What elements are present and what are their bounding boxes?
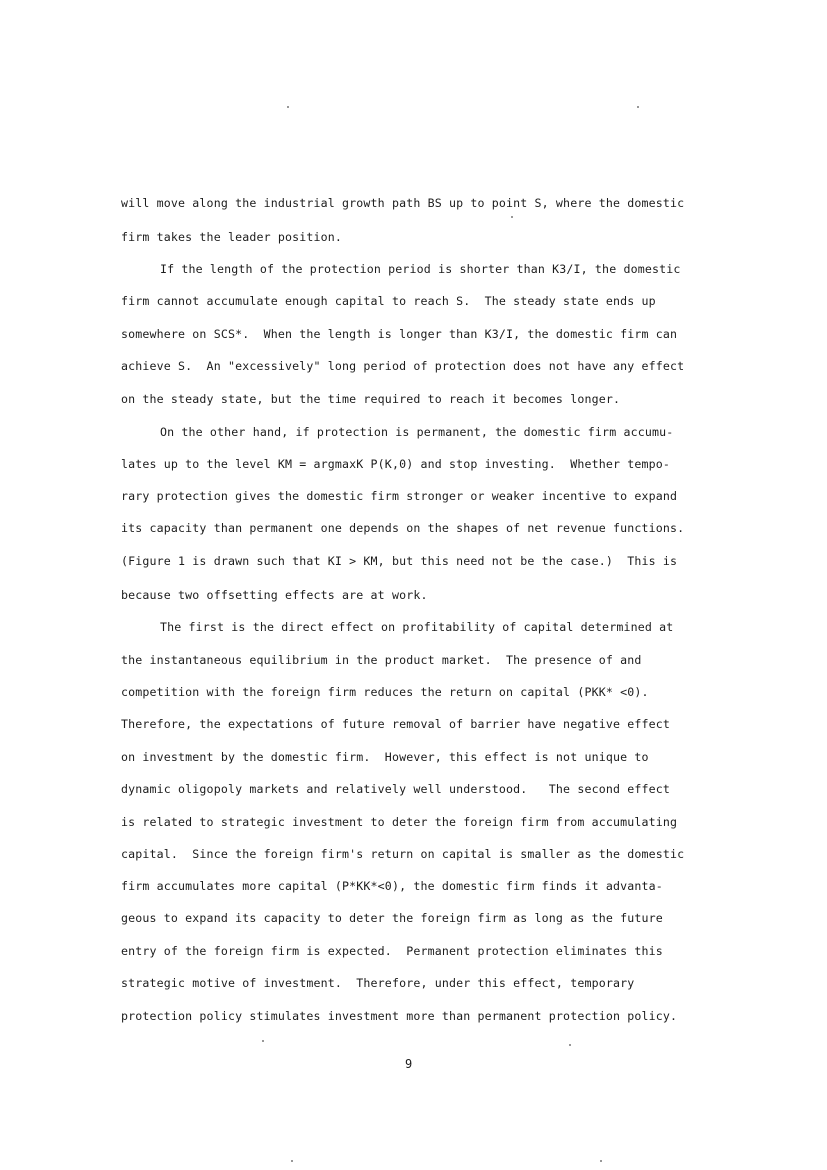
scan-speck [511, 216, 513, 218]
page-number: 9 [405, 1057, 413, 1071]
text-line: geous to expand its capacity to deter the foreign firm as long as the future [121, 911, 663, 925]
scan-speck [600, 1160, 602, 1162]
text-line: will move along the industrial growth path BS up to point S, where the domestic [121, 196, 685, 210]
text-line: firm accumulates more capital (P*KK*<0), the domestic firm finds it advanta- [121, 879, 663, 893]
text-line: because two offsetting effects are at work. [121, 588, 428, 602]
text-line: On the other hand, if protection is permanent, the domestic firm accumu- [160, 425, 674, 439]
text-line: capital. Since the foreign firm's return on capital is smaller as the domestic [121, 847, 685, 861]
scan-speck [569, 1044, 571, 1046]
text-line: somewhere on SCS*. When the length is longer than K3/I, the domestic firm can [121, 327, 678, 341]
scan-speck [262, 1040, 264, 1042]
text-line: lates up to the level KM = argmaxK P(K,0) and stop investing. Whether tempo- [121, 457, 671, 471]
text-line: firm takes the leader position. [121, 230, 343, 244]
text-line: strategic motive of investment. Therefore, under this effect, temporary [121, 976, 635, 990]
text-line: on investment by the domestic firm. However, this effect is not unique to [121, 750, 649, 764]
text-line: the instantaneous equilibrium in the product market. The presence of and [121, 653, 642, 667]
text-line: If the length of the protection period is shorter than K3/I, the domestic [160, 262, 681, 276]
text-line: its capacity than permanent one depends on the shapes of net revenue functions. [121, 521, 685, 535]
text-line: firm cannot accumulate enough capital to reach S. The steady state ends up [121, 294, 656, 308]
text-line: rary protection gives the domestic firm stronger or weaker incentive to expand [121, 489, 678, 503]
text-line: on the steady state, but the time required to reach it becomes longer. [121, 392, 621, 406]
scan-speck [287, 106, 289, 108]
text-line: protection policy stimulates investment more than permanent protection policy. [121, 1009, 678, 1023]
scan-speck [291, 1160, 293, 1162]
text-line: dynamic oligopoly markets and relatively well understood. The second effect [121, 782, 671, 796]
text-line: (Figure 1 is drawn such that KI > KM, but this need not be the case.) This is [121, 554, 678, 568]
text-line: The first is the direct effect on profitability of capital determined at [160, 620, 674, 634]
text-line: Therefore, the expectations of future removal of barrier have negative effect [121, 717, 671, 731]
scan-speck [637, 106, 639, 108]
text-line: achieve S. An "excessively" long period of protection does not have any effect [121, 359, 685, 373]
text-line: is related to strategic investment to deter the foreign firm from accumulating [121, 815, 678, 829]
text-line: entry of the foreign firm is expected. Permanent protection eliminates this [121, 944, 663, 958]
text-line: competition with the foreign firm reduces the return on capital (PKK* <0). [121, 685, 649, 699]
